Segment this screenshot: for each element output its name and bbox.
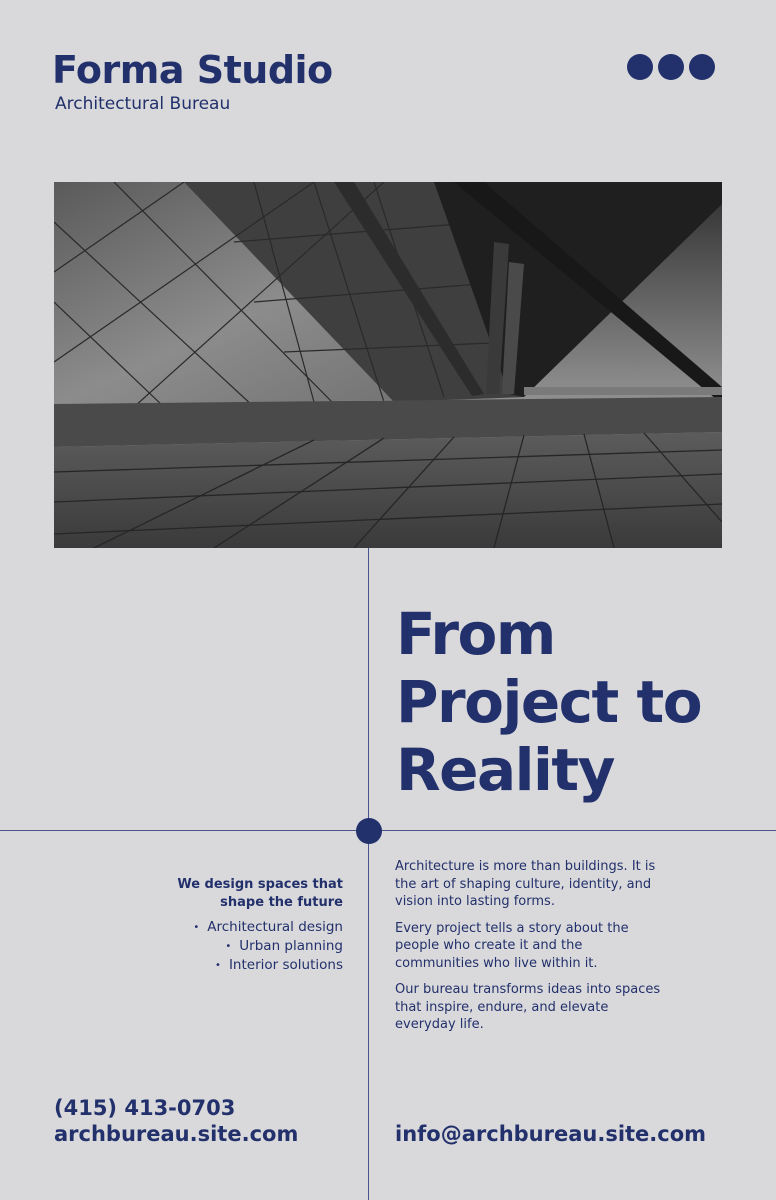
email-link[interactable]: info@archbureau.site.com (395, 1122, 707, 1146)
headline-line: Project to (396, 668, 702, 736)
paragraph: Our bureau transforms ideas into spaces that inspire, endure, and elevate everyday life. (395, 982, 661, 1032)
dot (689, 54, 715, 80)
brand-title: Forma Studio (52, 48, 333, 92)
paragraph: Architecture is more than buildings. It is the art of shaping culture, identity, and vision into lasting forms. (395, 859, 656, 909)
hero-photo (54, 182, 722, 548)
dot (658, 54, 684, 80)
headline-line: Reality (396, 736, 614, 804)
dot (627, 54, 653, 80)
website-link[interactable]: archbureau.site.com (54, 1122, 299, 1146)
phone-link[interactable]: (415) 413-0703 (54, 1096, 236, 1120)
tagline (150, 876, 343, 912)
divider-node (356, 818, 382, 844)
tagline-line: We design spaces that (177, 877, 343, 892)
service-item: • Architectural design (120, 918, 343, 937)
body-text (395, 858, 670, 1043)
service-item: • Urban planning (120, 937, 343, 956)
tagline-line: shape the future (220, 895, 343, 910)
headline (396, 600, 756, 804)
brand-subtitle: Architectural Bureau (55, 94, 231, 114)
building-illustration (54, 182, 722, 548)
paragraph: Every project tells a story about the people who create it and the communities who live within it. (395, 920, 629, 971)
services-list (120, 918, 343, 975)
service-item: • Interior solutions (120, 956, 343, 975)
horizontal-divider (0, 830, 776, 831)
three-dots-icon[interactable] (627, 54, 715, 80)
headline-line: From (396, 600, 555, 668)
vertical-divider (368, 548, 369, 1200)
